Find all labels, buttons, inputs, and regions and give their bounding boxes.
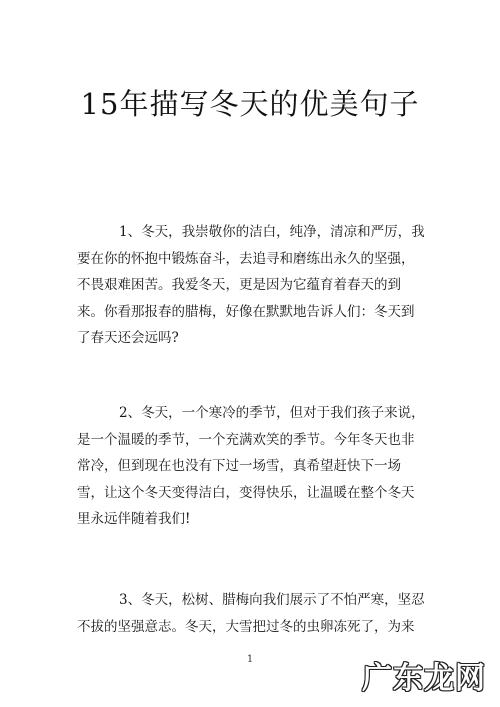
watermark-logo: 广东龙网 — [362, 661, 486, 696]
paragraph-line: 来。你看那报春的腊梅，好像在默默地告诉人们：冬天到 — [77, 303, 415, 320]
paragraph-line: 是一个温暖的季节，一个充满欢笑的季节。今年冬天也非 — [77, 431, 415, 448]
paragraph-line: 1、冬天，我崇敬你的洁白，纯净，清凉和严厉，我 — [119, 224, 425, 240]
paragraph-line: 常冷，但到现在也没有下过一场雪，真希望赶快下一场 — [77, 458, 401, 474]
page-number: 1 — [246, 654, 254, 665]
paragraph-3 — [77, 587, 429, 640]
paragraph-1 — [77, 219, 429, 352]
paragraph-line: 3、冬天，松树、腊梅向我们展示了不怕严寒，坚忍 — [119, 592, 425, 608]
paragraph-line: 里永远伴随着我们! — [77, 511, 191, 527]
paragraph-line: 不拔的坚强意志。冬天，大雪把过冬的虫卵冻死了，为来 — [77, 618, 415, 635]
page-title: 15年描写冬天的优美句子 — [80, 87, 420, 121]
paragraph-line: 不畏艰难困苦。我爱冬天，更是因为它蕴育着春天的到 — [77, 277, 401, 293]
paragraph-line: 要在你的怀抱中锻炼奋斗，去追寻和磨练出永久的坚强， — [77, 250, 415, 267]
paragraph-line: 2、冬天，一个寒冷的季节，但对于我们孩子来说， — [119, 405, 425, 421]
paragraph-2 — [77, 400, 429, 533]
paragraph-line: 雪，让这个冬天变得洁白，变得快乐，让温暖在整个冬天 — [77, 484, 415, 501]
paragraph-line: 了春天还会远吗? — [77, 330, 179, 346]
